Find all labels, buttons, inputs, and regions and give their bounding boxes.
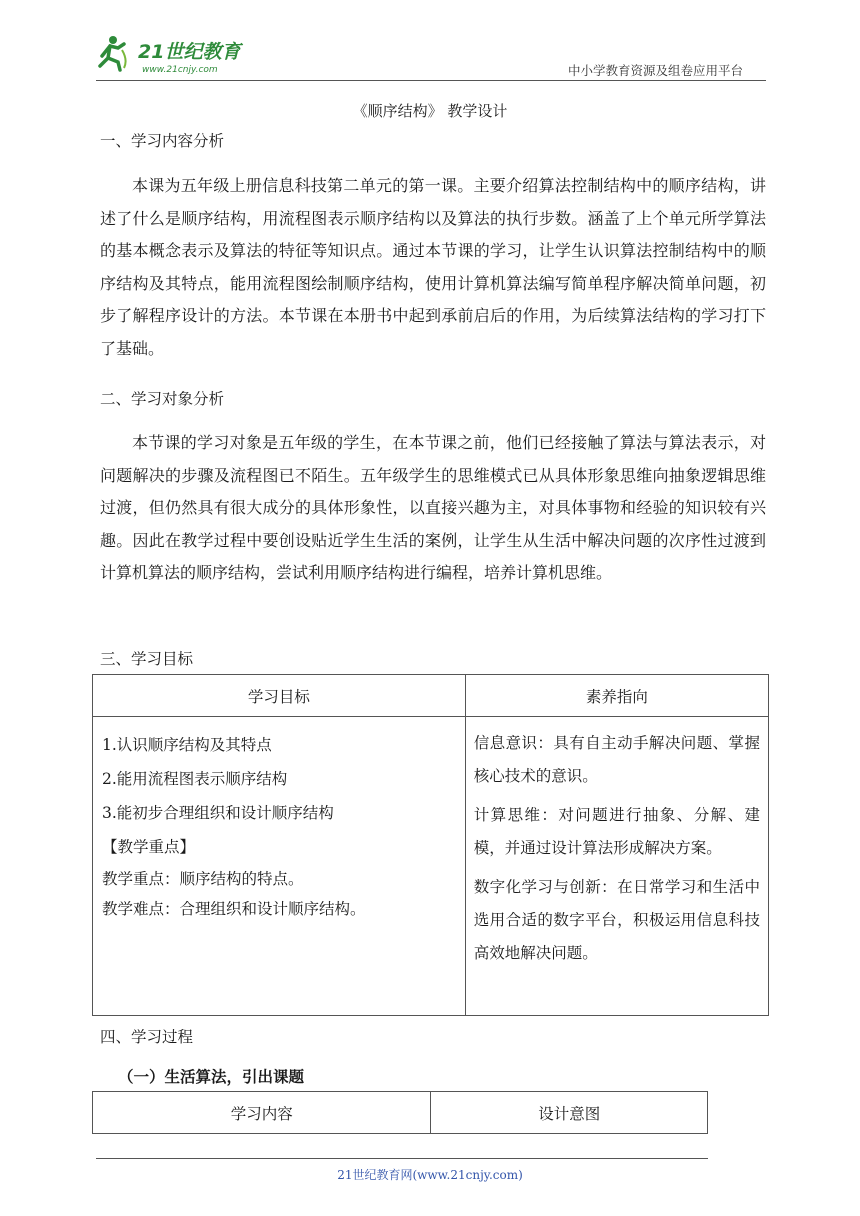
footer-site-text: 21世纪教育网(www.21cnjy.com) — [337, 1168, 523, 1182]
difficult-point: 教学难点：合理组织和设计顺序结构。 — [102, 900, 366, 918]
process-table — [92, 1091, 708, 1134]
key-points-heading: 【教学重点】 — [102, 838, 196, 856]
quality-item: 计算思维：对问题进行抽象、分解、建模，并通过设计算法形成解决方案。 — [473, 806, 760, 857]
document-title: 《顺序结构》 教学设计 — [352, 102, 508, 120]
section-heading-goals: 三、学习目标 — [100, 650, 194, 668]
section-heading-content-analysis: 一、学习内容分析 — [100, 132, 225, 150]
platform-name: 中小学教育资源及组卷应用平台 — [568, 63, 744, 78]
site-logo — [96, 34, 266, 76]
header-divider — [96, 80, 766, 81]
goal-item: 2.能用流程图表示顺序结构 — [102, 770, 288, 788]
runner-logo-icon — [100, 36, 126, 70]
content-col-header: 学习内容 — [93, 1092, 431, 1134]
intent-col-header: 设计意图 — [431, 1092, 708, 1134]
goal-item: 3.能初步合理组织和设计顺序结构 — [102, 804, 334, 822]
key-point: 教学重点：顺序结构的特点。 — [102, 870, 304, 888]
goals-cell — [93, 717, 466, 1016]
qualities-col-header: 素养指向 — [465, 675, 768, 717]
footer-divider — [96, 1158, 708, 1159]
content-analysis-paragraph: 本课为五年级上册信息科技第二单元的第一课。主要介绍算法控制结构中的顺序结构，讲述了什么是顺序结构，用流程图表示顺序结构以及算法的执行步数。涵盖了上个单元所学算法的基本概念表示及算法的特征等知识点。通过本节课的学习，让学生认识算法控制结构中的顺序结构及其特点，能用流程图绘制顺序结构，使用计算机算法编写简单程序解决简单问题，初步了解程序设计的方法。本节课在本册书中起到承前启后的作用，为后续算法结构的学习打下了基础。 — [100, 176, 766, 358]
section-heading-process: 四、学习过程 — [100, 1028, 194, 1046]
logo-text: 21世纪教育 — [138, 41, 241, 63]
quality-item: 数字化学习与创新：在日常学习和生活中选用合适的数字平台，积极运用信息科技高效地解决问题。 — [473, 878, 760, 962]
logo-url: www.21cnjy.com — [142, 65, 218, 75]
qualities-cell — [465, 717, 768, 1016]
goals-table — [92, 674, 769, 1016]
section-heading-learner-analysis: 二、学习对象分析 — [100, 390, 225, 408]
subsection-heading-life-algorithm: （一）生活算法，引出课题 — [118, 1067, 305, 1086]
goals-col-header: 学习目标 — [93, 675, 466, 717]
quality-item: 信息意识：具有自主动手解决问题、掌握核心技术的意识。 — [473, 734, 760, 785]
learner-analysis-paragraph: 本节课的学习对象是五年级的学生，在本节课之前，他们已经接触了算法与算法表示，对问题解决的步骤及流程图已不陌生。五年级学生的思维模式已从具体形象思维向抽象逻辑思维过渡，但仍然具有很大成分的具体形象性，以直接兴趣为主，对具体事物和经验的知识较有兴趣。因此在教学过程中要创设贴近学生生活的案例，让学生从生活中解决问题的次序性过渡到计算机算法的顺序结构，尝试利用顺序结构进行编程，培养计算机思维。 — [100, 433, 766, 582]
goal-item: 1.认识顺序结构及其特点 — [102, 736, 272, 754]
